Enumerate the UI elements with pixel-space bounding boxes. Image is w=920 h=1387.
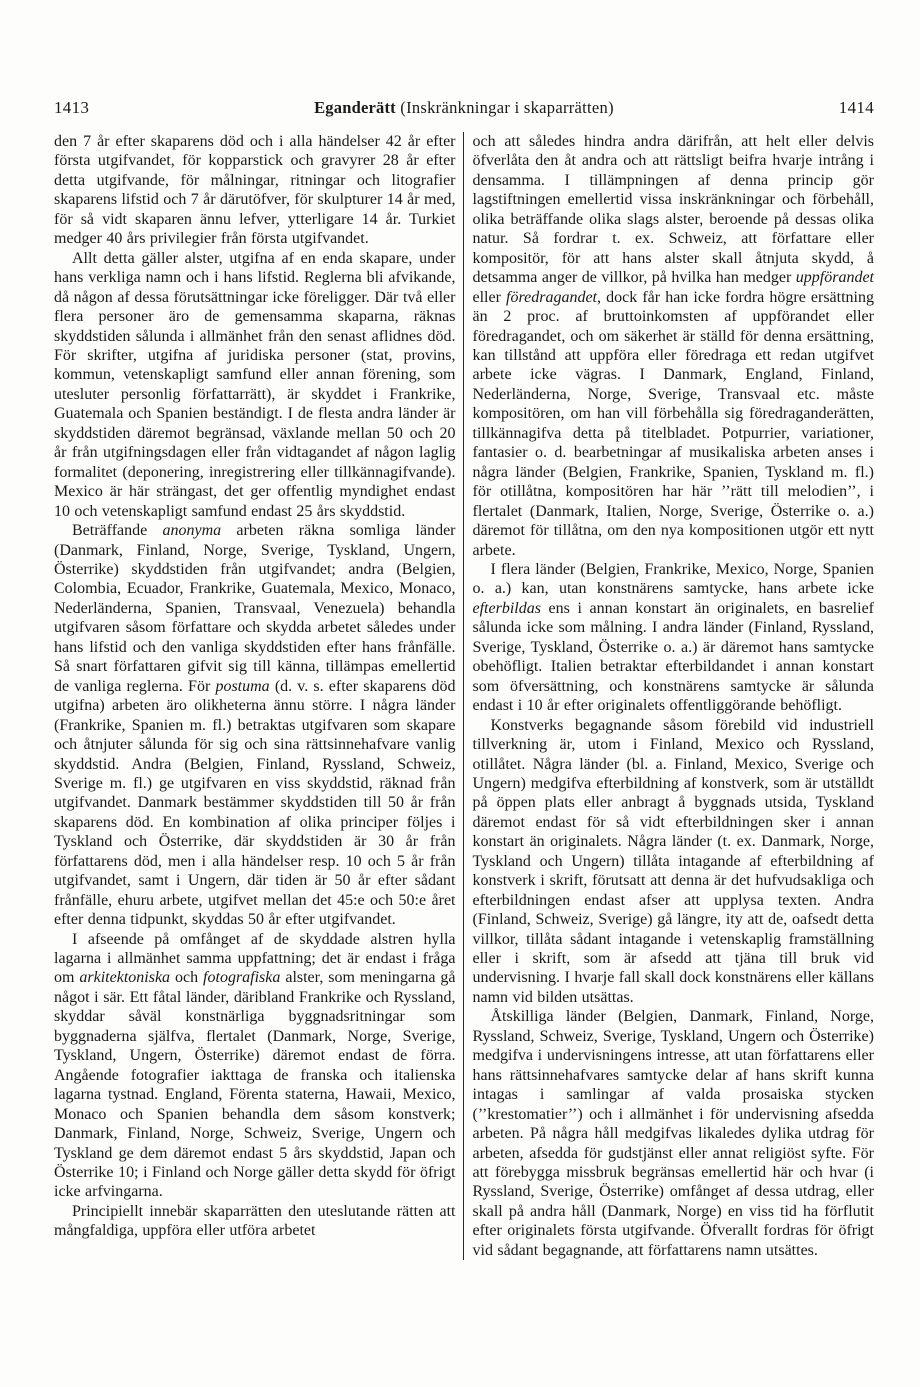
column-left (54, 132, 456, 1260)
page-number-left: 1413 (54, 98, 90, 117)
page-number-right: 1414 (838, 98, 874, 117)
running-title-qualifier: (Inskränkningar i skaparrätten) (395, 98, 614, 117)
paragraph: Principiellt innebär skaparrätten den uteslutande rätten att mångfaldiga, uppföra eller utföra arbetet (54, 1202, 456, 1240)
text-columns (54, 132, 874, 1260)
paragraph: Beträffande anonyma arbeten räkna somliga länder (Danmark, Finland, Norge, Sverige, Tyskland, Ungern, Österrike) skyddstiden från utgifvandet; andra (Belgien, Colombia, Ecuador, Frankrike, Guatemala, Mexico, Monaco, Nederländerna, Spanien, Transvaal, Venezuela) behandla utgifvaren såsom författare och skydda arbetet således under hans lifstid och den vanliga skyddstiden efter hans frånfälle. Så snart författaren gifvit sig till känna, tillämpas emellertid de vanliga reglerna. För postuma (d. v. s. efter skaparens död utgifna) arbeten äro olikheterna ännu större. I några länder (Frankrike, Spanien m. fl.) betraktas utgifvaren som skapare och åtnjuter sålunda för sig och sina rättsinnehafvare vanlig skyddstid. Andra (Belgien, Finland, Ryssland, Schweiz, Sverige m. fl.) ge utgifvaren en viss skyddstid, räknad från utgifvandet. Danmark bestämmer skyddstiden till 50 år från skaparens död. En kombination af olika principer följes i Tyskland och Österrike, där skyddstiden är 30 år från författarens död, men i alla händelser resp. 10 och 5 år från utgifvandet, samt i Ungern, där tiden är 50 år efter sådant frånfälle, ehuru arbete, utgifvet mellan det 45:e och 50:e året efter denna tidpunkt, skyddas 50 år efter utgifvandet. (54, 522, 456, 929)
paragraph: den 7 år efter skaparens död och i alla händelser 42 år efter första utgifvandet, för kopparstick och gravyrer 28 år efter detta utgifvande, för målningar, ritningar och litografier skaparens lifstid och 7 år därutöfver, för skulpturer 14 år med, för så vidt skaparen ännu lefver, ytterligare 14 år. Turkiet medger 40 års privilegier från första utgifvandet. (54, 133, 456, 248)
paragraph: Konstverks begagnande såsom förebild vid industriell tillverkning är, utom i Finland, Mexico och Ryssland, otillåtet. Några länder (bl. a. Finland, Mexico, Sverige och Ungern) medgifva efterbildning af konstverk, som är utställdt på öppen plats eller anbragt å byggnads utsida, Tyskland däremot endast för så vidt efterbildningen sker i annan konstart än originalets. Några länder (t. ex. Danmark, Norge, Tyskland och Ungern) tillåta intagande af efterbildning af konstverk i skrift, förutsatt att denna är det hufvudsakliga och efterbildningen endast afser att upplysa texten. Andra (Finland, Schweiz, Sverige) gå längre, ity att de, oafsedt detta villkor, tillåta sådant intagande i vetenskaplig framställning eller i skrift, som är afsedd att tjäna till bruk vid undervisning. I hvarje fall skall dock konstnärens eller källans namn vid bilden utsättas. (472, 716, 874, 1006)
running-title (144, 98, 784, 118)
column-divider-rule (463, 132, 464, 1260)
paragraph: och att således hindra andra därifrån, att helt eller delvis öfverlåta den åt andra och att rättsligt beifra hvarje intrång i densamma. I tillämpningen af denna princip gör lagstiftningen emellertid vissa inskränkningar och förbehåll, olika beträffande olika slags alster, beroende på dessas olika natur. Så fordrar t. ex. Schweiz, att författare eller kompositör, för att hans alster skall åtnjuta skydd, å detsamma anger de villkor, på hvilka han medger uppförandet eller föredragandet, dock får han icke fordra högre ersättning än 2 proc. af bruttoinkomsten af uppförandet eller föredragandet, och om säkerhet är ställd för denna ersättning, kan tillstånd att uppföra eller föredraga ett redan utgifvet arbete icke vägras. I Danmark, England, Finland, Nederländerna, Norge, Sverige, Transvaal etc. måste kompositören, om han vill förbehålla sig föredraganderätten, tillkännagifva detta på titelbladet. Potpurrier, variationer, fantasier o. d. bearbetningar af musikaliska arbeten anses i några länder (Belgien, Frankrike, Spanien, Tyskland m. fl.) för otillåtna, kompositören har här ’’rätt till melodien’’, i flertalet (Danmark, Italien, Norge, Sverige, Österrike o. a.) däremot för tillåtna, om den nya kompositionen utgör ett nytt arbete. (472, 133, 874, 559)
paragraph: Allt detta gäller alster, utgifna af en enda skapare, under hans verkliga namn och i hans lifstid. Reglerna bli afvikande, då någon af dessa förutsättningar icke föreligger. Där två eller flera personer äro de gemensamma skaparna, räknas skyddstiden sålunda i allmänhet från den senast aflidnes död. För skrifter, utgifna af juridiska personer (stat, provins, kommun, vetenskapligt samfund eller annan förening, som utesluter personlig författarrätt), är skyddet i Frankrike, Guatemala och Spanien beständigt. I de flesta andra länder är skyddstiden däremot begränsad, växlande mellan 50 och 20 år från utgifningsdagen eller från vidtagandet af någon laglig formalitet (deponering, inregistrering eller tillkännagifvande). Mexico är här strängast, det ger offentlig myndighet endast 10 och vetenskapligt samfund endast 25 års skyddstid. (54, 249, 456, 520)
paragraph: I flera länder (Belgien, Frankrike, Mexico, Norge, Spanien o. a.) kan, utan konstnärens samtycke, hans arbete icke efterbildas ens i annan konstart än originalets, en basrelief sålunda icke som målning. I andra länder (Finland, Ryssland, Sverige, Tyskland, Österrike o. a.) är däremot hans samtycke obehöfligt. Italien betraktar efterbildandet i annan konstart som öfversättning, och konstnärens samtycke är sålunda endast i 10 år efter originalets offentliggörande behöfligt. (472, 560, 874, 715)
running-title-keyword: Eganderätt (314, 98, 396, 117)
paragraph: I afseende på omfånget af de skyddade alstren hylla lagarna i allmänhet samma uppfattning; det är endast i fråga om arkitektoniska och fotografiska alster, som meningarna gå något i sär. Ett fåtal länder, däribland Frankrike och Ryssland, skyddar såväl konstnärliga byggnadsritningar som byggnaderna själfva, flertalet (Danmark, Norge, Sverige, Tyskland, Ungern, Österrike) däremot endast de förra. Angående fotografier iakttaga de franska och italienska lagarna tystnad. England, Förenta staterna, Hawaii, Mexico, Monaco och Spanien behandla dem såsom konstverk; Danmark, Finland, Norge, Schweiz, Sverige, Ungern och Tyskland ge dem däremot endast 5 års skyddstid, Japan och Österrike 10; i Finland och Norge gäller detta skydd för öfrigt icke arfvingarna. (54, 930, 456, 1201)
paragraph: Åtskilliga länder (Belgien, Danmark, Finland, Norge, Ryssland, Schweiz, Sverige, Tyskland, Ungern och Österrike) medgifva i undervisningens intresse, att utan författarens eller hans rättsinnehafvares samtycke delar af hans skrift kunna intagas i samlingar af valda prosaiska stycken (’’krestomatier’’) och i allmänhet i för undervisning afsedda arbeten. På några håll medgifvas likaledes dylika utdrag för arbeten, afsedda för gudstjänst eller annat religiöst syfte. För att förebygga missbruk begränsas emellertid här och hvar (i Ryssland, Sverige, Österrike) omfånget af dessa utdrag, eller skall på andra håll (Danmark, Norge) en viss tid ha förflutit efter originalets första utgifvande. Öfverallt fordras för öfrigt vid sådant begagnande, att författarens namn utsättes. (472, 1008, 874, 1259)
page-header (54, 98, 874, 118)
column-right (473, 132, 875, 1260)
